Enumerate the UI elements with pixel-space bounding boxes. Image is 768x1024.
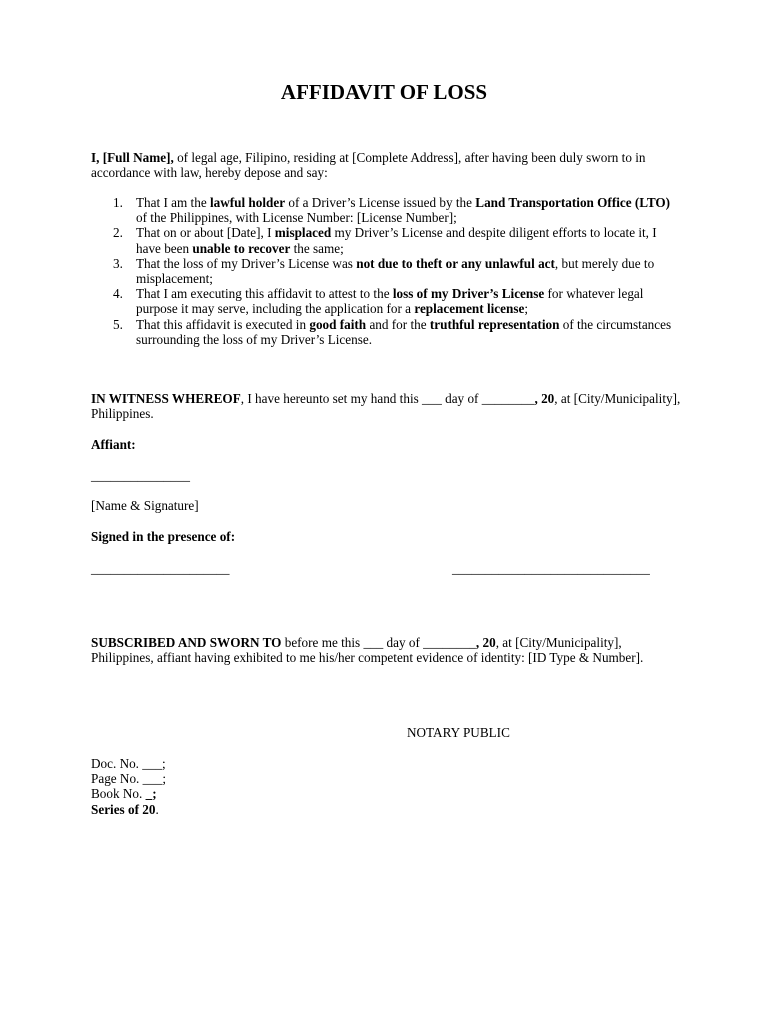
statement-text: , but merely due to misplacement;	[136, 255, 655, 287]
witness-paragraph	[91, 391, 681, 421]
witness-lead: IN WITNESS WHEREOF	[91, 391, 241, 406]
affiant-label	[91, 437, 681, 452]
statement-emphasis: loss of my Driver’s License	[392, 286, 545, 302]
book-no-label: Book No.	[91, 786, 146, 802]
statement-text: That I am the	[136, 195, 210, 210]
doc-no: Doc. No. ___;	[91, 756, 166, 771]
statement-text: my Driver’s License and despite diligent efforts to locate it, I have been	[136, 225, 657, 256]
statement-text: of the Philippines, with License Number: [License Number];	[136, 210, 457, 226]
statement-emphasis: good faith	[309, 316, 367, 332]
document-title: AFFIDAVIT OF LOSS	[280, 80, 488, 104]
notary-public: NOTARY PUBLIC	[407, 725, 510, 740]
intro-paragraph	[91, 150, 681, 180]
statement-number: 3.	[113, 255, 123, 271]
statement-text: and for the	[366, 316, 430, 332]
sworn-text: before me this ___ day of ________	[281, 635, 476, 650]
series-line	[91, 802, 166, 817]
witness-line-left: _____________________	[91, 561, 230, 576]
sworn-year: , 20	[475, 635, 496, 650]
statement-text: That on or about [Date], I	[136, 225, 275, 241]
sworn-lead: SUBSCRIBED AND SWORN TO	[91, 635, 282, 650]
witness-year: , 20	[534, 391, 555, 406]
statement-emphasis: truthful representation	[429, 316, 560, 332]
sworn-tail: , at [City/Municipality], Philippines, affiant having exhibited to me his/her competent evidence of identity: [ID Type & Number].	[91, 635, 644, 666]
presence-label-text: Signed in the presence of:	[91, 529, 236, 544]
statement-number: 1.	[113, 195, 123, 210]
statement-text: ;	[524, 301, 528, 317]
witness-line-right: ______________________________	[452, 561, 650, 576]
statement-emphasis: replacement license	[414, 301, 525, 317]
page-no: Page No. ___;	[91, 771, 167, 787]
statement-emphasis: not due to theft or any unlawful act	[356, 255, 555, 271]
statement-emphasis: misplaced	[274, 225, 332, 241]
name-signature: [Name & Signature]	[91, 498, 199, 513]
statements-list	[91, 195, 681, 347]
affiant-label-text: Affiant:	[91, 437, 136, 452]
statement-text: the same;	[290, 240, 344, 256]
statement-text: of a Driver’s License issued by the	[285, 195, 476, 210]
presence-label	[91, 529, 681, 544]
statement-item	[91, 256, 681, 286]
statement-text: That I am executing this affidavit to attest to the	[136, 286, 393, 302]
series-text: Series of 20	[91, 801, 156, 817]
book-no-blank: _;	[145, 786, 157, 802]
statement-number: 2.	[113, 225, 123, 241]
intro-text: of legal age, Filipino, residing at [Complete Address], after having been duly sworn to in accordance with law, hereby depose and say:	[91, 150, 646, 181]
statement-item	[91, 195, 681, 225]
statement-text: of the circumstances surrounding the loss of my Driver’s License.	[136, 316, 672, 347]
statement-item	[91, 286, 681, 316]
statement-item	[91, 317, 681, 347]
affiant-name-placeholder: I, [Full Name],	[91, 150, 174, 165]
witness-text: , I have hereunto set my hand this ___ day of ________	[240, 391, 535, 406]
statement-number: 4.	[113, 286, 123, 302]
witness-tail: , at [City/Municipality], Philippines.	[91, 391, 681, 422]
statement-emphasis: unable to recover	[192, 240, 291, 256]
statement-emphasis: lawful holder	[209, 195, 286, 210]
statement-item	[91, 225, 681, 255]
statement-text: That the loss of my Driver’s License was	[136, 255, 357, 271]
series-end: .	[155, 801, 159, 817]
statement-text: That this affidavit is executed in	[136, 316, 310, 332]
affiant-signature-line: _______________	[91, 468, 190, 483]
statement-number: 5.	[113, 316, 123, 332]
notarial-records	[91, 756, 166, 817]
statement-emphasis: Land Transportation Office (LTO)	[475, 195, 671, 210]
book-no	[91, 786, 166, 801]
sworn-paragraph	[91, 635, 681, 665]
statement-text: for whatever legal purpose it may serve, including the application for a	[136, 286, 644, 317]
